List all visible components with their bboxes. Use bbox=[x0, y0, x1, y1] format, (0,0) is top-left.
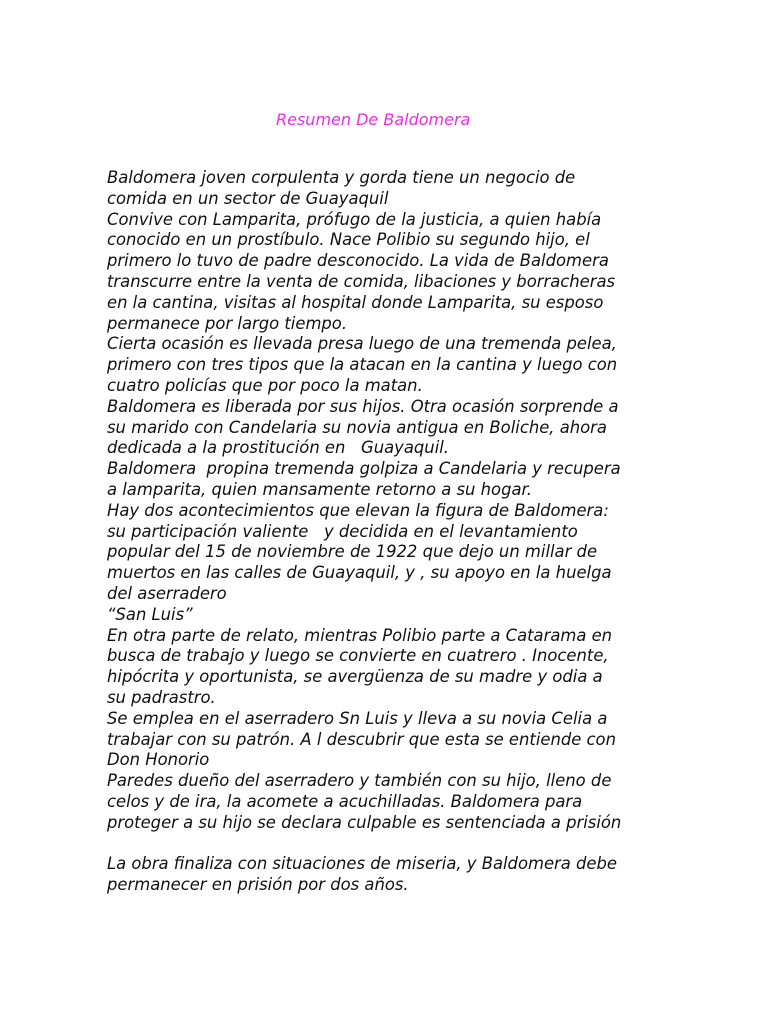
body-line: cuatro policías que por poco la matan. bbox=[107, 375, 423, 395]
document-title: Resumen De Baldomera bbox=[276, 110, 471, 129]
body-line: dedicada a la prostitución en Guayaquil. bbox=[107, 438, 450, 458]
body-line: permanece por largo tiempo. bbox=[107, 313, 348, 333]
body-line: permanecer en prisión por dos años. bbox=[107, 875, 409, 895]
body-line: su marido con Candelaria su novia antigua en Boliche, ahora bbox=[107, 417, 607, 437]
body-line: Convive con Lamparita, prófugo de la justicia, a quien había bbox=[107, 209, 602, 229]
body-line: su participación valiente y decidida en el levantamiento bbox=[107, 521, 578, 541]
body-line: conocido en un prostíbulo. Nace Polibio su segundo hijo, el bbox=[107, 230, 590, 250]
body-line: transcurre entre la venta de comida, libaciones y borracheras bbox=[107, 271, 616, 291]
body-line: Cierta ocasión es llevada presa luego de una tremenda pelea, bbox=[107, 334, 617, 354]
body-line: celos y de ira, la acomete a acuchilladas. Baldomera para bbox=[107, 791, 583, 811]
body-line: Don Honorio bbox=[107, 750, 210, 770]
body-line: en la cantina, visitas al hospital donde Lamparita, su esposo bbox=[107, 292, 604, 312]
body-line: hipócrita y oportunista, se avergüenza de su madre y odia a bbox=[107, 667, 603, 687]
body-line: “San Luis” bbox=[107, 604, 193, 624]
body-line: Baldomera joven corpulenta y gorda tiene un negocio de bbox=[107, 168, 576, 187]
body-line: Hay dos acontecimientos que elevan la figura de Baldomera: bbox=[107, 500, 609, 520]
body-line: trabajar con su patrón. A l descubrir que esta se entiende con bbox=[107, 729, 616, 749]
body-line: su padrastro. bbox=[107, 687, 216, 707]
body-line: comida en un sector de Guayaquil bbox=[107, 188, 389, 208]
body-line: popular del 15 de noviembre de 1922 que dejo un millar de bbox=[107, 542, 598, 562]
body-line: del aserradero bbox=[107, 583, 227, 603]
document-body bbox=[107, 168, 667, 896]
body-line: Baldomera propina tremenda golpiza a Candelaria y recupera bbox=[107, 459, 621, 479]
body-line: primero con tres tipos que la atacan en la cantina y luego con bbox=[107, 355, 618, 375]
body-line: muertos en las calles de Guayaquil, y , su apoyo en la huelga bbox=[107, 563, 612, 583]
body-line: Baldomera es liberada por sus hijos. Otra ocasión sorprende a bbox=[107, 396, 619, 416]
body-line: busca de trabajo y luego se convierte en cuatrero . Inocente, bbox=[107, 646, 609, 666]
blank-line bbox=[107, 834, 667, 855]
body-line: En otra parte de relato, mientras Polibio parte a Catarama en bbox=[107, 625, 613, 645]
body-line: La obra finaliza con situaciones de miseria, y Baldomera debe bbox=[107, 854, 618, 874]
body-line: primero lo tuvo de padre desconocido. La vida de Baldomera bbox=[107, 251, 609, 271]
body-line: Se emplea en el aserradero Sn Luis y lleva a su novia Celia a bbox=[107, 708, 608, 728]
body-line: proteger a su hijo se declara culpable es sentenciada a prisión bbox=[107, 812, 622, 832]
body-line: Paredes dueño del aserradero y también con su hijo, lleno de bbox=[107, 771, 612, 791]
body-line: a lamparita, quien mansamente retorno a su hogar. bbox=[107, 479, 532, 499]
